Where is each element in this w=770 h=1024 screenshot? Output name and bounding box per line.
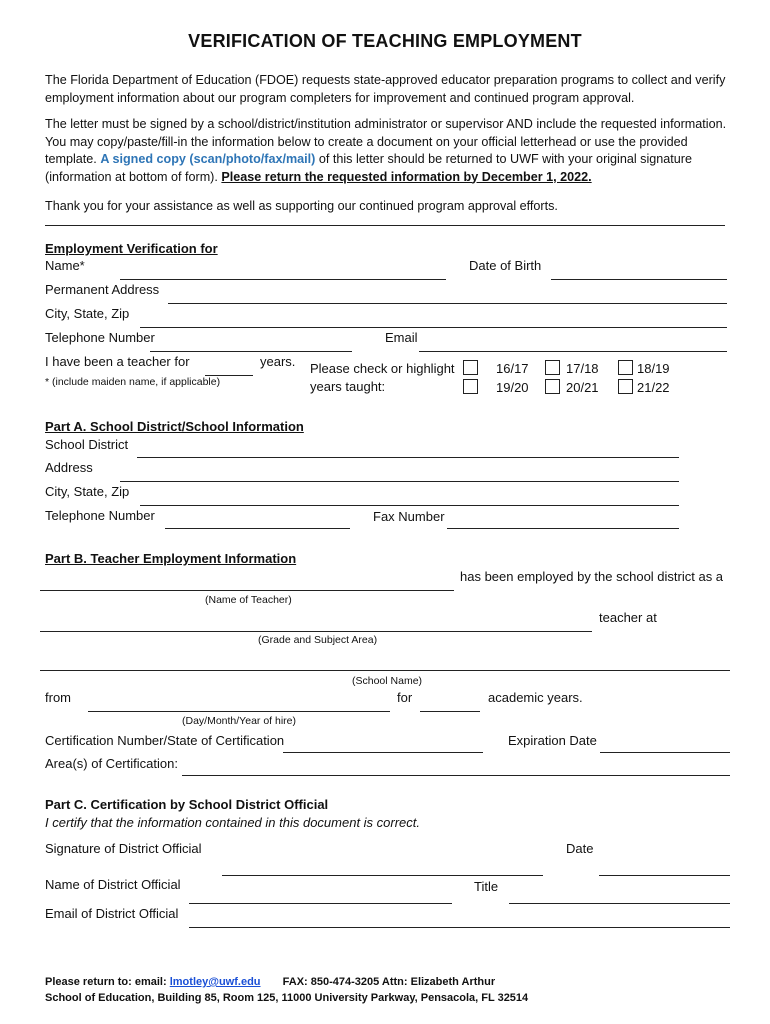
email-field[interactable]: [419, 351, 727, 352]
city-state-zip-field[interactable]: [140, 327, 727, 328]
hire-date-field[interactable]: [88, 711, 390, 712]
fax-field[interactable]: [447, 528, 679, 529]
official-name-field[interactable]: [189, 903, 452, 904]
certification-areas-field[interactable]: [182, 775, 730, 776]
from-label: from: [45, 690, 71, 705]
school-address-field[interactable]: [120, 481, 679, 482]
school-city-field[interactable]: [140, 505, 679, 506]
signature-date-label: Date: [566, 841, 594, 856]
signature-field[interactable]: [222, 875, 543, 876]
certification-areas-label: Area(s) of Certification:: [45, 756, 178, 771]
hire-date-caption: (Day/Month/Year of hire): [182, 715, 296, 727]
employed-text: has been employed by the school district as a: [460, 569, 724, 584]
school-name-field[interactable]: [40, 670, 730, 671]
form-title: VERIFICATION OF TEACHING EMPLOYMENT: [188, 31, 582, 51]
academic-years-field[interactable]: [420, 711, 480, 712]
return-prefix: Please return to: email:: [45, 976, 167, 988]
permanent-address-label: Permanent Address: [45, 282, 160, 297]
for-label: for: [397, 690, 413, 705]
years-label: years.: [260, 354, 296, 369]
footer-address: School of Education, Building 85, Room 125, 11000 University Parkway, Pensacola, FL 32514: [45, 992, 529, 1004]
grade-subject-field[interactable]: [40, 631, 592, 632]
certification-field[interactable]: [283, 752, 483, 753]
year-label-19-20: 19/20: [496, 380, 529, 395]
return-email-link[interactable]: lmotley@uwf.edu: [169, 976, 261, 988]
part-b-heading: Part B. Teacher Employment Information: [45, 551, 297, 566]
email-label: Email: [385, 330, 418, 345]
official-title-label: Title: [474, 879, 499, 894]
year-checkbox-20-21[interactable]: [545, 379, 560, 394]
telephone-field[interactable]: [150, 351, 352, 352]
academic-years-label: academic years.: [488, 690, 583, 705]
official-name-label: Name of District Official: [45, 877, 181, 892]
intro-paragraph-1: The Florida Department of Education (FDOE) requests state-approved educator preparation programs to collect and verify employment information about our program completers for improvement and continued program approval.: [45, 73, 726, 105]
teacher-name-caption: (Name of Teacher): [205, 594, 292, 606]
official-title-field[interactable]: [509, 903, 730, 904]
grade-subject-caption: (Grade and Subject Area): [258, 634, 378, 646]
year-label-20-21: 20/21: [566, 380, 599, 395]
expiration-date-field[interactable]: [600, 752, 730, 753]
name-field[interactable]: [120, 279, 446, 280]
part-a-heading: Part A. School District/School Information: [45, 419, 304, 434]
dob-label: Date of Birth: [469, 258, 542, 273]
fax-attention: FAX: 850-474-3205 Attn: Elizabeth Arthur: [282, 976, 496, 988]
signature-label: Signature of District Official: [45, 841, 202, 856]
part-c-heading: Part C. Certification by School District Official: [45, 797, 329, 812]
expiration-date-label: Expiration Date: [508, 733, 597, 748]
teacher-for-label: I have been a teacher for: [45, 354, 190, 369]
dob-field[interactable]: [551, 279, 727, 280]
school-telephone-field[interactable]: [165, 528, 350, 529]
instructions-text: The letter must be signed by a school/district/institution administrator or supervisor AND include the requested information. You may copy/paste/fill-in the information below to create a document on your official letterhead or use the provided template.: [45, 117, 727, 166]
name-label: Name*: [45, 258, 85, 273]
year-checkbox-17-18[interactable]: [545, 360, 560, 375]
thank-you-text: Thank you for your assistance as well as supporting our continued program approval efforts.: [45, 199, 558, 213]
city-state-zip-label: City, State, Zip: [45, 306, 130, 321]
year-label-17-18: 17/18: [566, 361, 599, 376]
year-label-18-19: 18/19: [637, 361, 670, 376]
year-checkbox-16-17[interactable]: [463, 360, 478, 375]
certify-statement: I certify that the information contained in this document is correct.: [45, 815, 421, 830]
year-label-16-17: 16/17: [496, 361, 529, 376]
telephone-label: Telephone Number: [45, 330, 155, 345]
fax-label: Fax Number: [373, 509, 445, 524]
school-district-field[interactable]: [137, 457, 679, 458]
teacher-at-text: teacher at: [599, 610, 657, 625]
school-address-label: Address: [45, 460, 93, 475]
year-checkbox-19-20[interactable]: [463, 379, 478, 394]
check-years-label: Please check or highlight: [310, 361, 455, 376]
signature-date-field[interactable]: [599, 875, 730, 876]
official-email-label: Email of District Official: [45, 906, 179, 921]
year-checkbox-18-19[interactable]: [618, 360, 633, 375]
deadline-text: Please return the requested information by December 1, 2022.: [221, 169, 592, 184]
intro-paragraph-2: [45, 116, 735, 186]
permanent-address-field[interactable]: [168, 303, 727, 304]
school-city-label: City, State, Zip: [45, 484, 130, 499]
school-name-caption: (School Name): [352, 675, 423, 687]
teacher-name-field[interactable]: [40, 590, 454, 591]
year-label-21-22: 21/22: [637, 380, 670, 395]
signed-copy-highlight: A signed copy (scan/photo/fax/mail): [100, 152, 316, 166]
official-email-field[interactable]: [189, 927, 730, 928]
years-taught-label: years taught:: [310, 379, 386, 394]
certification-label: Certification Number/State of Certification: [45, 733, 285, 748]
section-divider: [45, 225, 725, 226]
school-district-label: School District: [45, 437, 129, 452]
school-telephone-label: Telephone Number: [45, 508, 155, 523]
year-checkbox-21-22[interactable]: [618, 379, 633, 394]
footer-return-line: [45, 976, 495, 988]
maiden-name-note: * (include maiden name, if applicable): [45, 376, 221, 388]
return-instructions-text: of this letter should be returned to UWF with your original signature (information at bottom of form).: [45, 152, 692, 184]
employment-verification-heading: Employment Verification for: [45, 241, 218, 256]
